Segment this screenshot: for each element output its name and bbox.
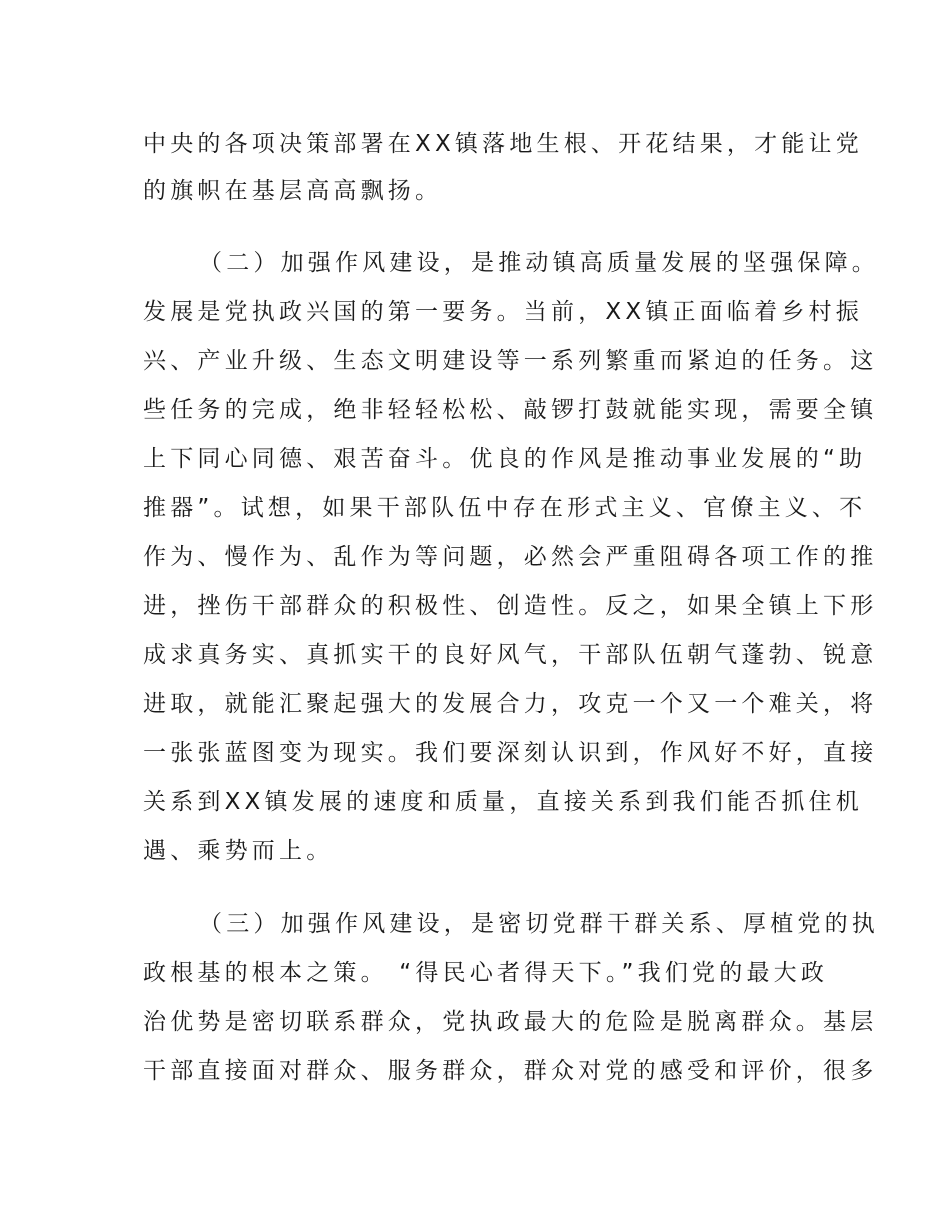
text-line: 遇、乘势而上。: [143, 838, 334, 864]
text-line: 政根基的根本之策。 “得民心者得天下。”我们党的最大政: [143, 960, 829, 986]
text-line: 发展是党执政兴国的第一要务。当前，XX镇正面临着乡村振: [143, 299, 863, 325]
text-line: 上下同心同德、艰苦奋斗。优良的作风是推动事业发展的“助: [143, 446, 867, 472]
text-line: 干部直接面对群众、服务群众，群众对党的感受和评价，很多: [143, 1058, 878, 1084]
text-line: 中央的各项决策部署在XX镇落地生根、开花结果，才能让党: [143, 131, 863, 157]
document-page: [143, 121, 879, 1096]
paragraph-continuation: [143, 121, 863, 215]
text-line: 治优势是密切联系群众，党执政最大的危险是脱离群众。基层: [143, 1009, 878, 1035]
section-heading-line: （二）加强作风建设，是推动镇高质量发展的坚强保障。: [199, 250, 879, 276]
text-line: 推器”。试想，如果干部队伍中存在形式主义、官僚主义、不: [143, 495, 867, 521]
paragraph-section-3: [143, 900, 879, 1096]
text-line: 些任务的完成，绝非轻轻松松、敲锣打鼓就能实现，需要全镇: [143, 397, 878, 423]
text-line: 成求真务实、真抓实干的良好风气，干部队伍朝气蓬勃、锐意: [143, 642, 878, 668]
text-line: 进，挫伤干部群众的积极性、创造性。反之，如果全镇上下形: [143, 593, 878, 619]
text-line: 关系到XX镇发展的速度和质量，直接关系到我们能否抓住机: [143, 789, 863, 815]
section-heading-line: （三）加强作风建设，是密切党群干群关系、厚植党的执: [199, 911, 879, 937]
text-line: 兴、产业升级、生态文明建设等一系列繁重而紧迫的任务。这: [143, 348, 878, 374]
paragraph-section-2: [143, 239, 879, 876]
text-line: 作为、慢作为、乱作为等问题，必然会严重阻碍各项工作的推: [143, 544, 878, 570]
text-line: 进取，就能汇聚起强大的发展合力，攻克一个又一个难关，将: [143, 691, 878, 717]
text-line: 的旗帜在基层高高飘扬。: [143, 178, 443, 204]
text-line: 一张张蓝图变为现实。我们要深刻认识到，作风好不好，直接: [143, 740, 878, 766]
